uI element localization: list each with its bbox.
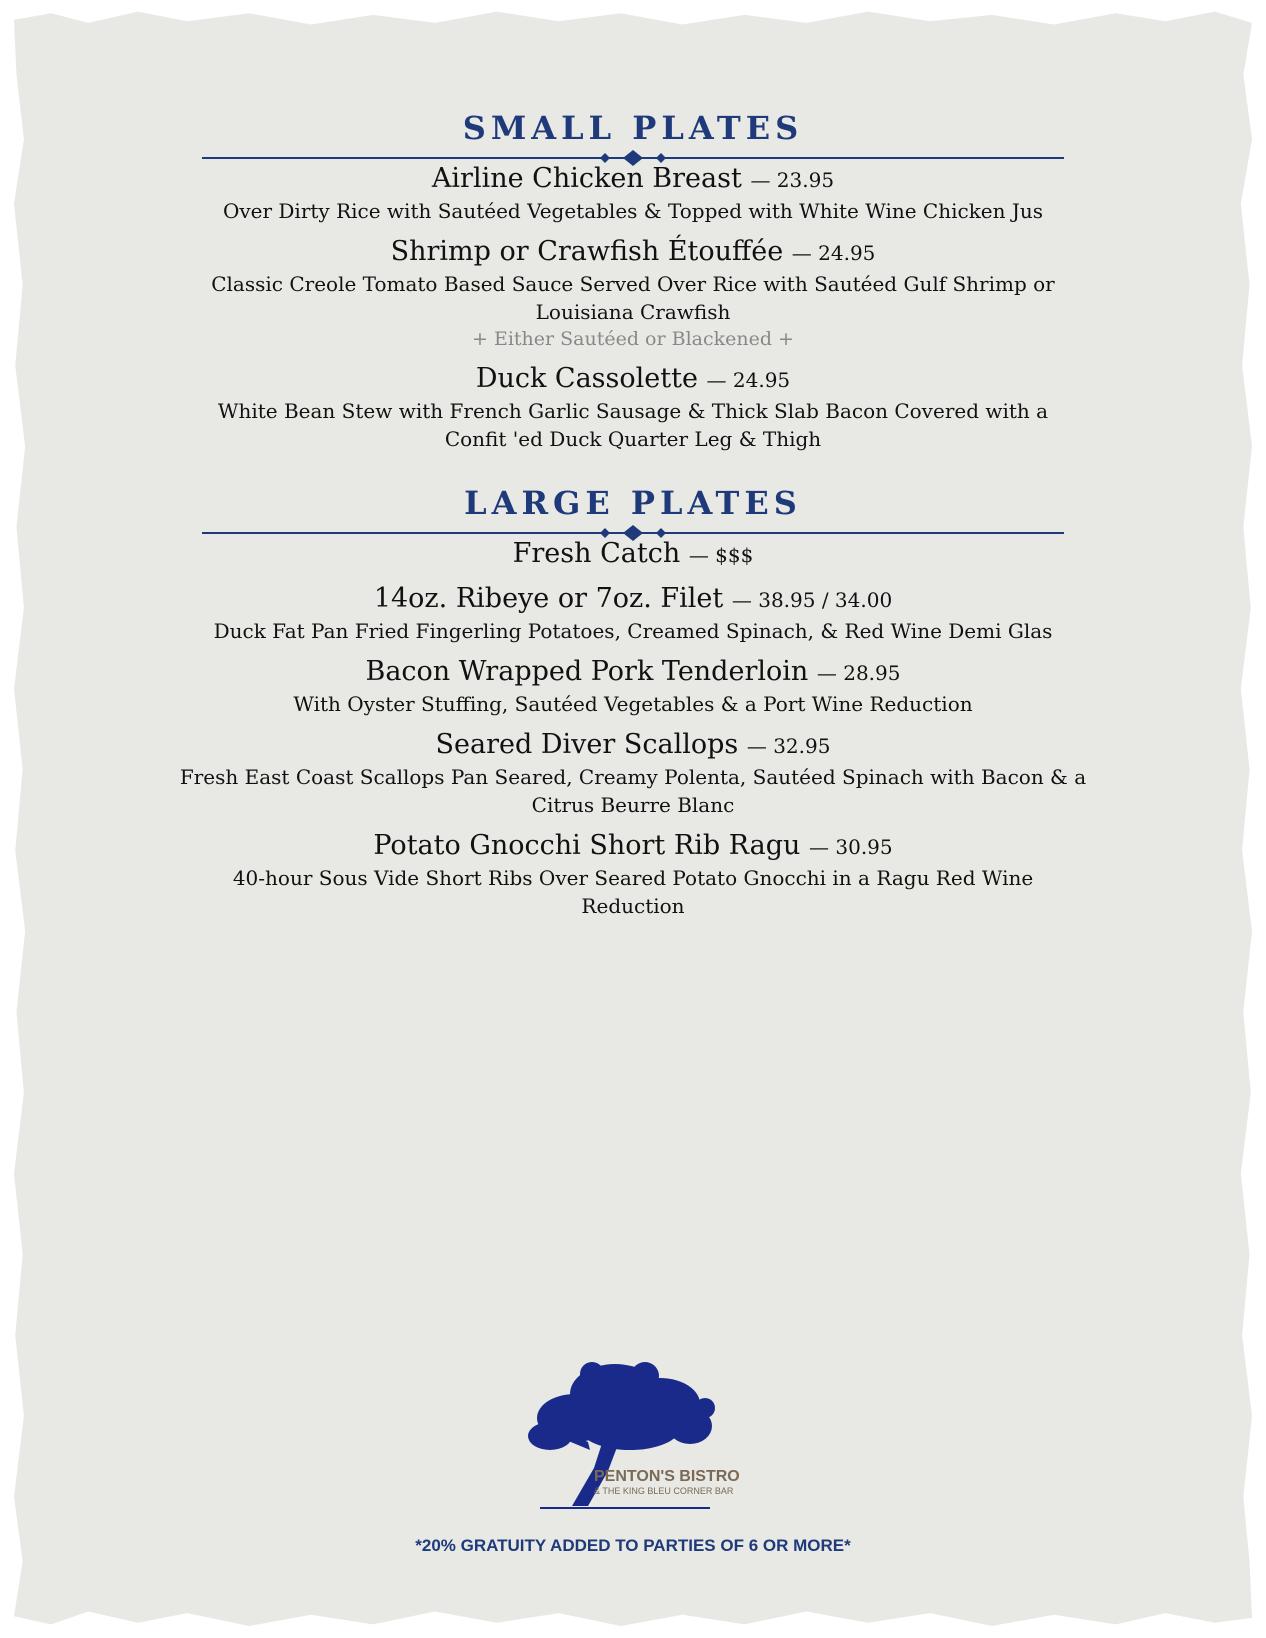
item-name: 14oz. Ribeye or 7oz. Filet [373,583,724,614]
item-description: Classic Creole Tomato Based Sauce Served Over Rice with Sautéed Gulf Shrimp or Louisiana Crawfish [211,272,1055,324]
menu-content [140,108,1126,930]
item-description: Fresh East Coast Scallops Pan Seared, Creamy Polenta, Sautéed Spinach with Bacon & a Citrus Beurre Blanc [179,765,1087,817]
item-name: Duck Cassolette [475,363,698,394]
menu-item [140,728,1126,819]
item-description: White Bean Stew with French Garlic Sausage & Thick Slab Bacon Covered with a Confit 'ed Duck Quarter Leg & Thigh [217,399,1049,451]
item-price: — 38.95 / 34.00 [731,588,893,612]
item-price: — $$$ [688,543,754,567]
logo-name: PENTON'S BISTRO [594,1468,740,1485]
item-price: — 23.95 [750,168,835,192]
restaurant-logo [510,1356,740,1526]
item-name: Bacon Wrapped Pork Tenderloin [365,656,809,687]
item-price: — 32.95 [746,734,831,758]
item-price: — 28.95 [816,661,901,685]
item-price: — 24.95 [791,241,876,265]
logo-subtitle: & THE KING BLEU CORNER BAR [594,1486,734,1496]
menu-item [140,655,1126,718]
item-name: Potato Gnocchi Short Rib Ragu [373,830,801,861]
item-description: 40-hour Sous Vide Short Ribs Over Seared Potato Gnocchi in a Ragu Red Wine Reduction [232,866,1034,918]
item-note: + Either Sautéed or Blackened + [472,328,794,350]
gratuity-note: *20% GRATUITY ADDED TO PARTIES OF 6 OR MORE* [415,1536,851,1555]
item-name: Fresh Catch [512,538,681,569]
section-title-large-plates: LARGE PLATES [464,484,802,522]
tree-icon [510,1356,740,1526]
item-description: Over Dirty Rice with Sautéed Vegetables & Topped with White Wine Chicken Jus [222,199,1044,223]
menu-item [140,362,1126,453]
item-price: — 30.95 [809,835,893,859]
item-name: Airline Chicken Breast [431,163,742,194]
item-name: Shrimp or Crawfish Étouffée [390,236,784,267]
item-price: — 24.95 [706,368,791,392]
section-title-small-plates: SMALL PLATES [462,109,804,147]
menu-item [140,582,1126,645]
menu-item [140,235,1126,352]
menu-item [140,829,1126,920]
item-description: With Oyster Stuffing, Sautéed Vegetables & a Port Wine Reduction [293,692,973,716]
menu-item [140,162,1126,225]
menu-item [140,537,1126,572]
item-description: Duck Fat Pan Fried Fingerling Potatoes, Creamed Spinach, & Red Wine Demi Glas [213,619,1053,643]
item-name: Seared Diver Scallops [435,729,739,760]
